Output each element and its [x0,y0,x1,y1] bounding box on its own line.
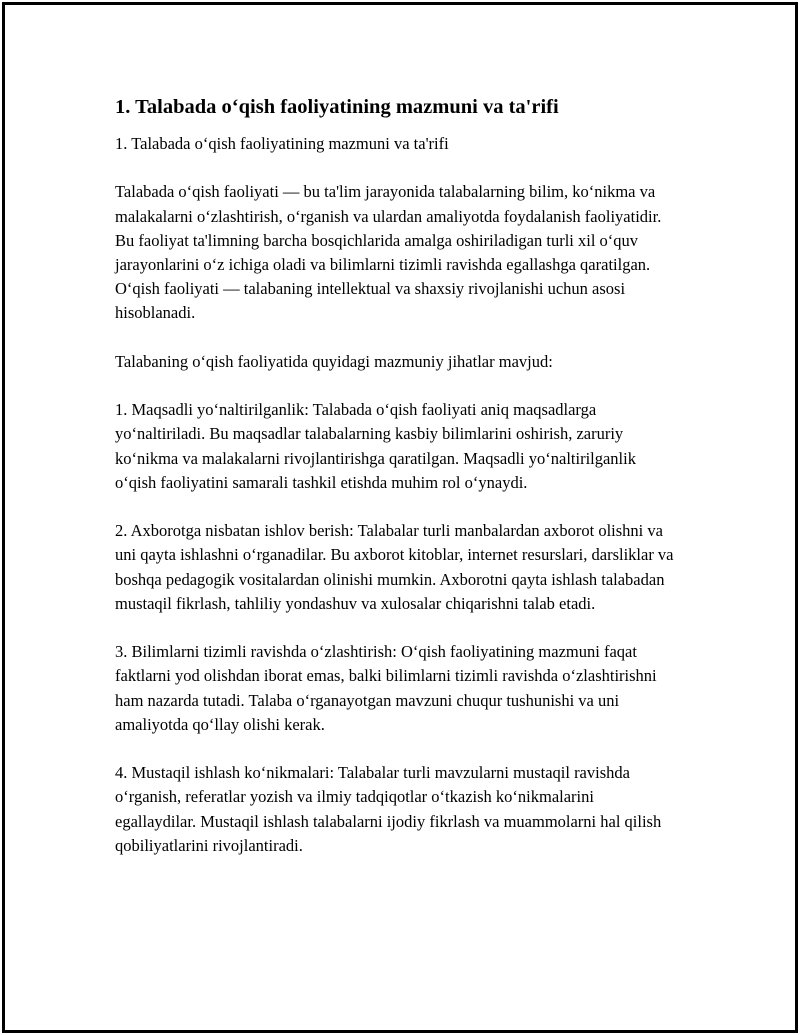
paragraph-item-3: 3. Bilimlarni tizimli ravishda o‘zlashtirish: O‘qish faoliyatining mazmuni faqat faktlarni yod olishdan iborat emas, balki bilimlarni tizimli ravishda o‘zlashtirishni ham nazarda tutadi. Talaba o‘rganayotgan mavzuni chuqur tushunishi va uni amaliyotda qo‘llay olishi kerak. [115,642,657,734]
paragraph-subtitle: 1. Talabada o‘qish faoliyatining mazmuni va ta'rifi [115,134,449,153]
paragraph-item-1: 1. Maqsadli yo‘naltirilganlik: Talabada o‘qish faoliyati aniq maqsadlarga yo‘naltiriladi. Bu maqsadlar talabalarning kasbiy bilimlarini oshirish, zaruriy ko‘nikma va malakalarni rivojlantirishga qaratilgan. Maqsadli yo‘naltirilganlik o‘qish faoliyatini samarali tashkil etishda muhim rol o‘ynaydi. [115,400,636,492]
paragraph-intro-list: Talabaning o‘qish faoliyatida quyidagi mazmuniy jihatlar mavjud: [115,351,553,371]
paragraph-definition: Talabada o‘qish faoliyati — bu ta'lim jarayonida talabalarning bilim, ko‘nikma va malakalarni o‘zlashtirish, o‘rganish va ulardan amaliyotda foydalanish faoliyatidir. Bu faoliyat ta'limning barcha bosqichlarida amalga oshiriladigan turli xil o‘quv jarayonlarini o‘z ichiga oladi va bilimlarni tizimli ravishda egallashga qaratilgan. O‘qish faoliyati — talabaning intellektual va shaxsiy rivojlanishi uchun asosi hisoblanadi. [115,182,662,323]
document-body [115,94,675,882]
document-title: 1. Talabada o‘qish faoliyatining mazmuni va ta'rifi [115,96,559,118]
paragraph-item-2: 2. Axborotga nisbatan ishlov berish: Talabalar turli manbalardan axborot olishni va uni qayta ishlashni o‘rganadilar. Bu axborot kitoblar, internet resurslari, darsliklar va boshqa pedagogik vositalardan olinishi mumkin. Axborotni qayta ishlash talabadan mustaqil fikrlash, tahliliy yondashuv va xulosalar chiqarishni talab etadi. [115,521,674,613]
paragraph-item-4: 4. Mustaqil ishlash ko‘nikmalari: Talabalar turli mavzularni mustaqil ravishda o‘rganish, referatlar yozish va ilmiy tadqiqotlar o‘tkazish ko‘nikmalarini egallaydilar. Mustaqil ishlash talabalarni ijodiy fikrlash va muammolarni hal qilish qobiliyatlarini rivojlantiradi. [115,763,662,855]
